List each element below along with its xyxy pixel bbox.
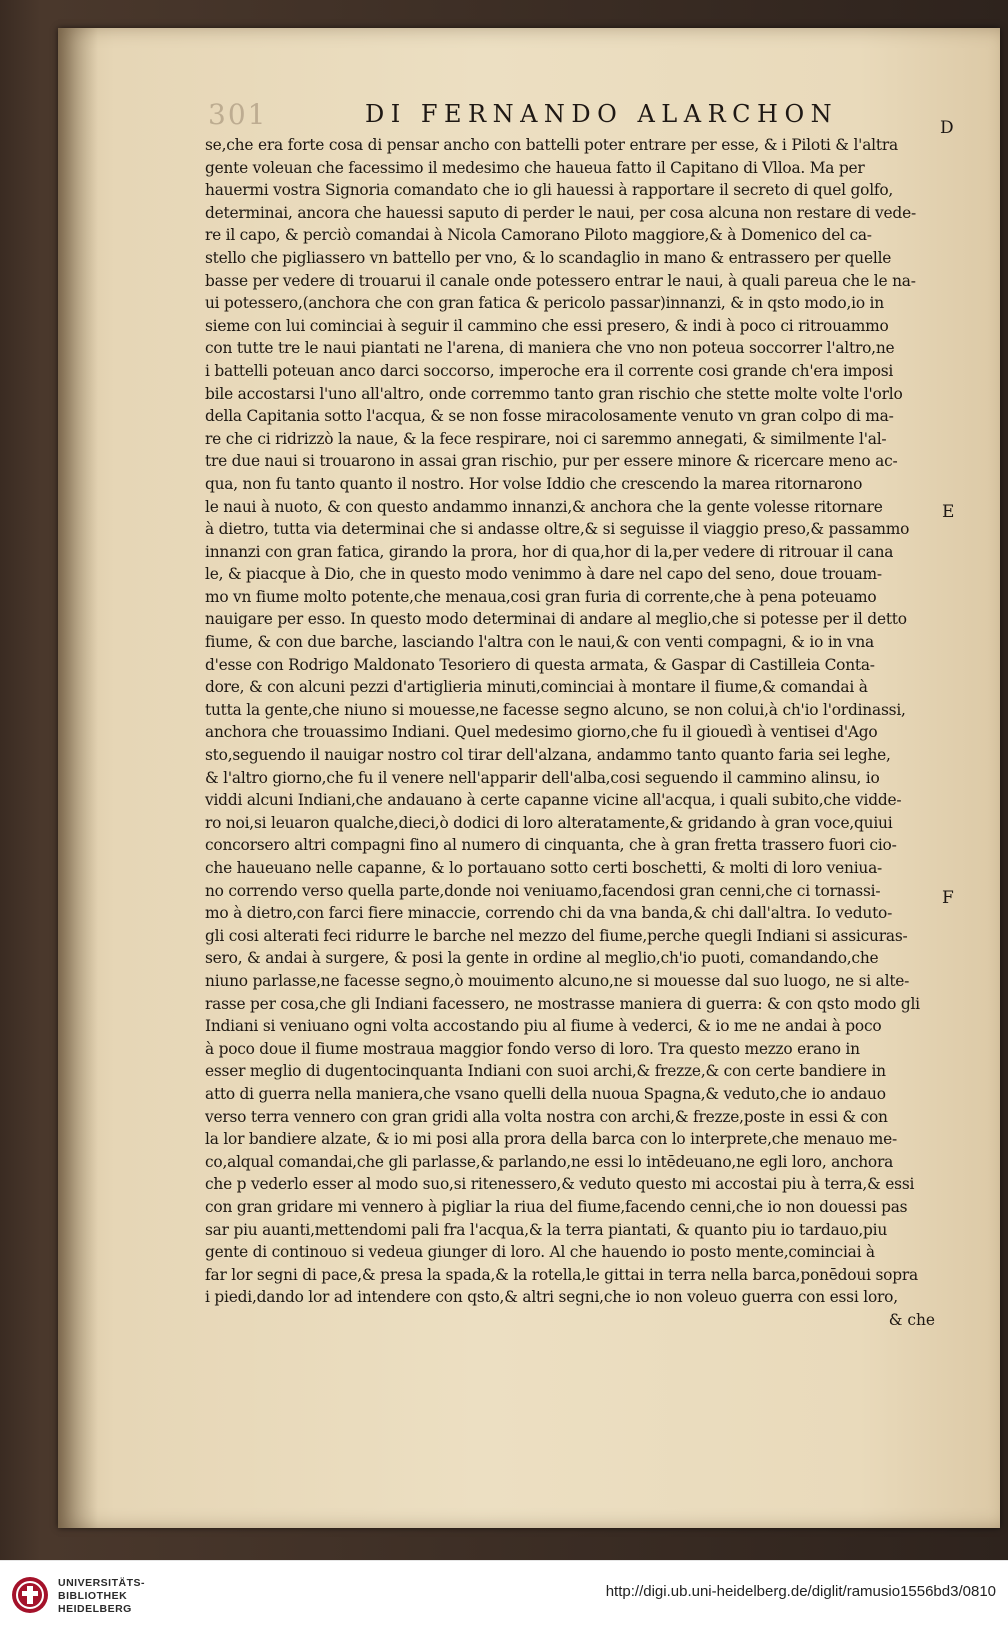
text-line: che p vederlo esser al modo suo,si ritenessero,& veduto questo mi accostai piu à terra,& essi: [205, 1175, 915, 1194]
text-line: innanzi con gran fatica, girando la prora, hor di qua,hor di la,per vedere di ritrouar il cana: [205, 542, 894, 561]
text-line: nauigare per esso. In questo modo determinai di andare al meglio,che si potesse per il detto: [205, 610, 907, 629]
text-line: qua, non fu tanto quanto il nostro. Hor volse Iddio che crescendo la marea ritornarono: [205, 474, 863, 493]
gutter-shadow: [58, 28, 98, 1528]
text-line: i battelli poteuan anco darci soccorso, imperoche era il corrente cosi grande ch'era imposi: [205, 361, 894, 380]
text-line: sero, & andai à surgere, & posi la gente in ordine al meglio,ch'io puoti, comandando,che: [205, 949, 879, 968]
logo-line-1: UNIVERSITÄTS-: [58, 1577, 146, 1589]
text-line: viddi alcuni Indiani,che andauano à certe capanne vicine all'acqua, i quali subito,che vidde-: [205, 791, 902, 810]
text-line: re il capo, & perciò comandai à Nicola Camorano Piloto maggiore,& à Domenico del ca-: [205, 226, 872, 245]
text-line: bile accostarsi l'uno all'altro, onde corremmo tanto gran rischio che stette molte volte l'orlo: [205, 384, 903, 403]
text-line: à dietro, tutta via determinai che si andasse oltre,& si seguisse il viaggio preso,& passammo: [205, 520, 910, 539]
text-line: no correndo verso quella parte,donde noi veniuamo,facendosi gran cenni,che ci tornassi-: [205, 881, 881, 900]
viewer-footer: [0, 1560, 1008, 1633]
text-line: ro noi,si leuaron qualche,dieci,ò dodici di loro alteratamente,& gridando à gran voce,quiui: [205, 813, 893, 832]
university-seal-icon: [10, 1575, 50, 1615]
text-line: atto di guerra nella maniera,che vsano quelli della nuoua Spagna,& veduto,che io andauo: [205, 1084, 886, 1103]
text-line: hauermi vostra Signoria comandato che io gli hauessi à rapportare il secreto di quel golfo,: [205, 181, 894, 200]
text-line: & l'altro giorno,che fu il venere nell'apparir dell'alba,cosi seguendo il cammino alinsu, io: [205, 768, 880, 787]
text-line: le naui à nuoto, & con questo andammo innanzi,& anchora che la gente volesse ritornare: [205, 497, 883, 516]
page-number: 301: [208, 98, 268, 131]
text-line: concorsero altri compagni fino al numero di cinquanta, che à gran fretta trassero fuori cio-: [205, 836, 897, 855]
text-line: determinai, ancora che hauessi saputo di perder le naui, per cosa alcuna non restare di vede-: [205, 203, 916, 222]
text-line: con tutte tre le naui piantati ne l'arena, di maniera che vno non poteua soccorrer l'altro,ne: [205, 339, 895, 358]
text-line: rasse per cosa,che gli Indiani facessero, ne mostrasse maniera di guerra: & con qsto modo gli: [205, 994, 920, 1013]
text-line: co,alqual comandai,che gli parlasse,& parlando,ne essi lo intēdeuano,ne egli loro, anchora: [205, 1152, 894, 1171]
text-line: anchora che trouassimo Indiani. Quel medesimo giorno,che fu il giouedì à ventisei d'Ago: [205, 723, 878, 742]
signature-mark-f: F: [942, 888, 954, 908]
library-logo-text: [58, 1577, 145, 1616]
text-line: dore, & con alcuni pezzi d'artiglieria minuti,cominciai à montare il fiume,& comandai à: [205, 678, 868, 697]
text-line: la lor bandiere alzate, & io mi posi alla prora della barca con lo interprete,che menauo me-: [205, 1130, 898, 1149]
signature-mark-d: D: [940, 118, 954, 138]
running-head: DI FERNANDO ALARCHON: [365, 100, 839, 128]
signature-mark-e: E: [942, 502, 955, 522]
text-line: fiume, & con due barche, lasciando l'altra con le naui,& con venti compagni, & io in vna: [205, 633, 874, 652]
text-line: à poco doue il fiume mostraua maggior fondo verso di loro. Tra questo mezzo erano in: [205, 1039, 860, 1058]
text-line: le, & piacque à Dio, che in questo modo venimmo à dare nel capo del seno, doue trouam-: [205, 565, 882, 584]
text-line: far lor segni di pace,& presa la spada,& la rotella,le gittai in terra nella barca,ponēdoui sopra: [205, 1265, 918, 1284]
catchword: & che: [888, 1310, 935, 1329]
text-line: della Capitania sotto l'acqua, & se non fosse miracolosamente venuto vn gran colpo di ma-: [205, 407, 894, 426]
text-line: ui potessero,(anchora che con gran fatica & pericolo passar)innanzi, & in qsto modo,io in: [205, 294, 884, 313]
text-line: con gran gridare mi vennero à pigliar la riua del fiume,facendo cenni,che io non douessi pas: [205, 1197, 908, 1216]
text-line: gli cosi alterati feci ridurre le barche nel mezzo del fiume,perche quegli Indiani si assicuras-: [205, 926, 908, 945]
text-line: stello che pigliassero vn battello per vno, & lo scandaglio in mano & entrassero per quelle: [205, 248, 892, 267]
body-text: [205, 134, 965, 1331]
text-line: i piedi,dando lor ad intendere con qsto,& altri segni,che io non voleuo guerra con essi loro,: [205, 1288, 898, 1307]
text-line: sar piu auanti,mettendomi pali fra l'acqua,& la terra piantati, & quanto piu io tardauo,piu: [205, 1220, 888, 1239]
text-line: se,che era forte cosa di pensar ancho con battelli poter entrare per esse, & i Piloti & l'altra: [205, 136, 898, 154]
text-line: mo à dietro,con farci fiere minaccie, correndo chi da vna banda,& chi dall'altra. Io veduto-: [205, 904, 893, 923]
text-line: d'esse con Rodrigo Maldonato Tesoriero di questa armata, & Gaspar di Castilleia Conta-: [205, 655, 875, 674]
text-line: tutta la gente,che niuno si mouesse,ne facesse segno alcuno, se non colui,à ch'io l'ordinassi,: [205, 700, 906, 719]
text-line: Indiani si veniuano ogni volta accostando piu al fiume à vederci, & io me ne andai à poco: [205, 1017, 882, 1036]
text-line: esser meglio di dugentocinquanta Indiani con suoi archi,& frezze,& con certe bandiere in: [205, 1062, 886, 1081]
text-line: che haueuano nelle capanne, & lo portauano sotto certi boschetti, & molti di loro veniua-: [205, 859, 883, 877]
text-line: gente di continouo si vedeua giunger di loro. Al che hauendo io posto mente,cominciai à: [205, 1243, 875, 1262]
text-line: verso terra vennero con gran gridi alla volta nostra con archi,& frezze,poste in essi & con: [205, 1107, 888, 1126]
text-line: sto,seguendo il nauigar nostro col tirar dell'alzana, andammo tanto quanto faria sei leghe,: [205, 746, 891, 765]
text-line: gente voleuan che facessimo il medesimo che haueua fatto il Capitano di Vlloa. Ma per: [205, 158, 865, 177]
permalink-url[interactable]: http://digi.ub.uni-heidelberg.de/diglit/ramusio1556bd3/0810: [605, 1583, 996, 1600]
text-line: niuno parlasse,ne facesse segno,ò mouimento alcuno,ne si mouesse dal suo luogo, ne si alte-: [205, 971, 910, 990]
logo-line-3: HEIDELBERG: [58, 1603, 132, 1615]
text-line: re che ci ridrizzò la naue, & la fece respirare, noi ci saremmo annegati, & similmente l'al-: [205, 429, 887, 448]
text-line: basse per vedere di trouarui il canale onde potessero entrar le naui, à quali pareua che le na-: [205, 271, 916, 290]
text-line: tre due naui si trouarono in assai gran rischio, pur per essere minore & ricercare meno ac-: [205, 452, 898, 471]
logo-line-2: BIBLIOTHEK: [58, 1590, 128, 1602]
text-line: mo vn fiume molto potente,che menaua,cosi gran furia di corrente,che à pena poteuamo: [205, 587, 877, 606]
text-line: sieme con lui cominciai à seguir il cammino che essi presero, & indi à poco ci ritrouammo: [205, 316, 889, 335]
